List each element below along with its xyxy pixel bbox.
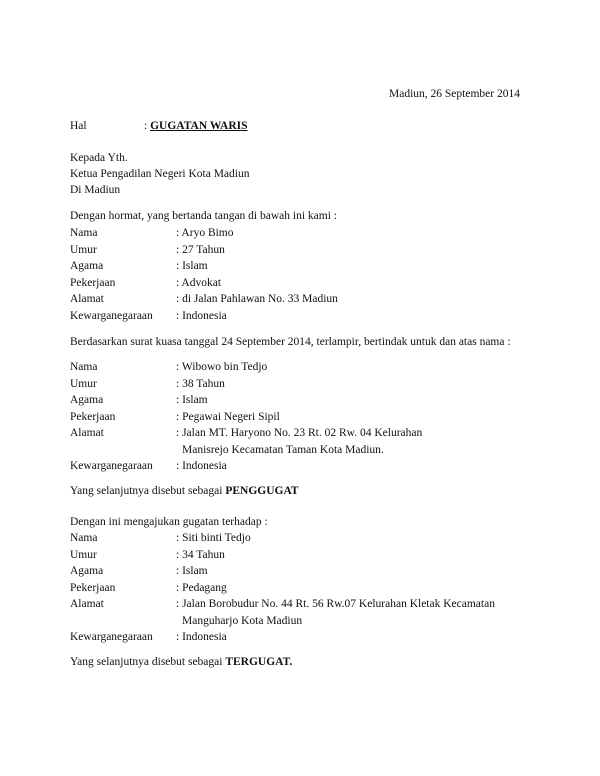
identity-key: Pekerjaan <box>70 410 116 423</box>
identity-value: : Islam <box>176 394 208 406</box>
identity-key: Alamat <box>70 293 104 305</box>
identity-value: : Jalan MT. Haryono No. 23 Rt. 02 Rw. 04 Kelurahan <box>176 427 423 439</box>
identity-key: Agama <box>70 394 104 406</box>
designation-term: TERGUGAT. <box>225 656 293 668</box>
power-of-attorney-line: Berdasarkan surat kuasa tanggal 24 September 2014, terlampir, bertindak untuk dan atas nama : <box>70 336 511 348</box>
recipient-line: Kepada Yth. <box>70 152 128 164</box>
identity-value: : Pedagang <box>176 581 227 594</box>
identity-key: Nama <box>70 361 98 373</box>
identity-value: : Jalan Borobudur No. 44 Rt. 56 Rw.07 Kelurahan Kletak Kecamatan <box>176 598 495 610</box>
identity-key: Umur <box>70 377 97 390</box>
identity-value: : di Jalan Pahlawan No. 33 Madiun <box>176 293 338 305</box>
designation-term: PENGGUGAT <box>225 485 299 497</box>
subject-label: Hal <box>70 120 87 132</box>
identity-value-continued: Manguharjo Kota Madiun <box>182 615 303 627</box>
recipient-line: Ketua Pengadilan Negeri Kota Madiun <box>70 168 250 180</box>
identity-value: : Wibowo bin Tedjo <box>176 361 268 373</box>
intro-line: Dengan hormat, yang bertanda tangan di bawah ini kami : <box>70 210 337 222</box>
identity-key: Pekerjaan <box>70 581 116 594</box>
identity-value: : Aryo Bimo <box>176 227 234 239</box>
identity-key: Nama <box>70 227 98 239</box>
designation-prefix: Yang selanjutnya disebut sebagai <box>70 656 226 668</box>
subject-line <box>144 118 248 135</box>
identity-key: Umur <box>70 243 97 256</box>
identity-value: : Islam <box>176 260 208 272</box>
identity-key: Pekerjaan <box>70 276 116 289</box>
identity-value: : Indonesia <box>176 460 227 472</box>
identity-value: : Islam <box>176 565 208 577</box>
identity-key: Kewarganegaraan <box>70 460 153 472</box>
identity-value: : Pegawai Negeri Sipil <box>176 410 280 423</box>
identity-key: Agama <box>70 565 104 577</box>
identity-key: Kewarganegaraan <box>70 631 153 643</box>
recipient-line: Di Madiun <box>70 184 121 196</box>
identity-key: Umur <box>70 548 97 561</box>
identity-key: Alamat <box>70 427 104 439</box>
identity-key: Agama <box>70 260 104 272</box>
identity-value-continued: Manisrejo Kecamatan Taman Kota Madiun. <box>182 444 384 456</box>
identity-value: : Siti binti Tedjo <box>176 532 251 544</box>
designation-prefix: Yang selanjutnya disebut sebagai <box>70 485 226 497</box>
lawsuit-intro-line: Dengan ini mengajukan gugatan terhadap : <box>70 516 268 528</box>
identity-key: Nama <box>70 532 98 544</box>
identity-key: Alamat <box>70 598 104 610</box>
identity-value: : Indonesia <box>176 631 227 643</box>
identity-value: : 34 Tahun <box>176 548 225 561</box>
identity-value: : Indonesia <box>176 309 227 322</box>
recipient-block <box>70 150 249 198</box>
identity-value: : 27 Tahun <box>176 243 225 256</box>
plaintiff-designation <box>70 483 299 500</box>
identity-value: : Advokat <box>176 276 222 289</box>
identity-key: Kewarganegaraan <box>70 309 153 322</box>
identity-value: : 38 Tahun <box>176 377 225 390</box>
defendant-designation <box>70 654 292 671</box>
subject-separator: : <box>144 120 148 132</box>
subject-value: GUGATAN WARIS <box>150 120 248 132</box>
date-line: Madiun, 26 September 2014 <box>389 88 520 100</box>
